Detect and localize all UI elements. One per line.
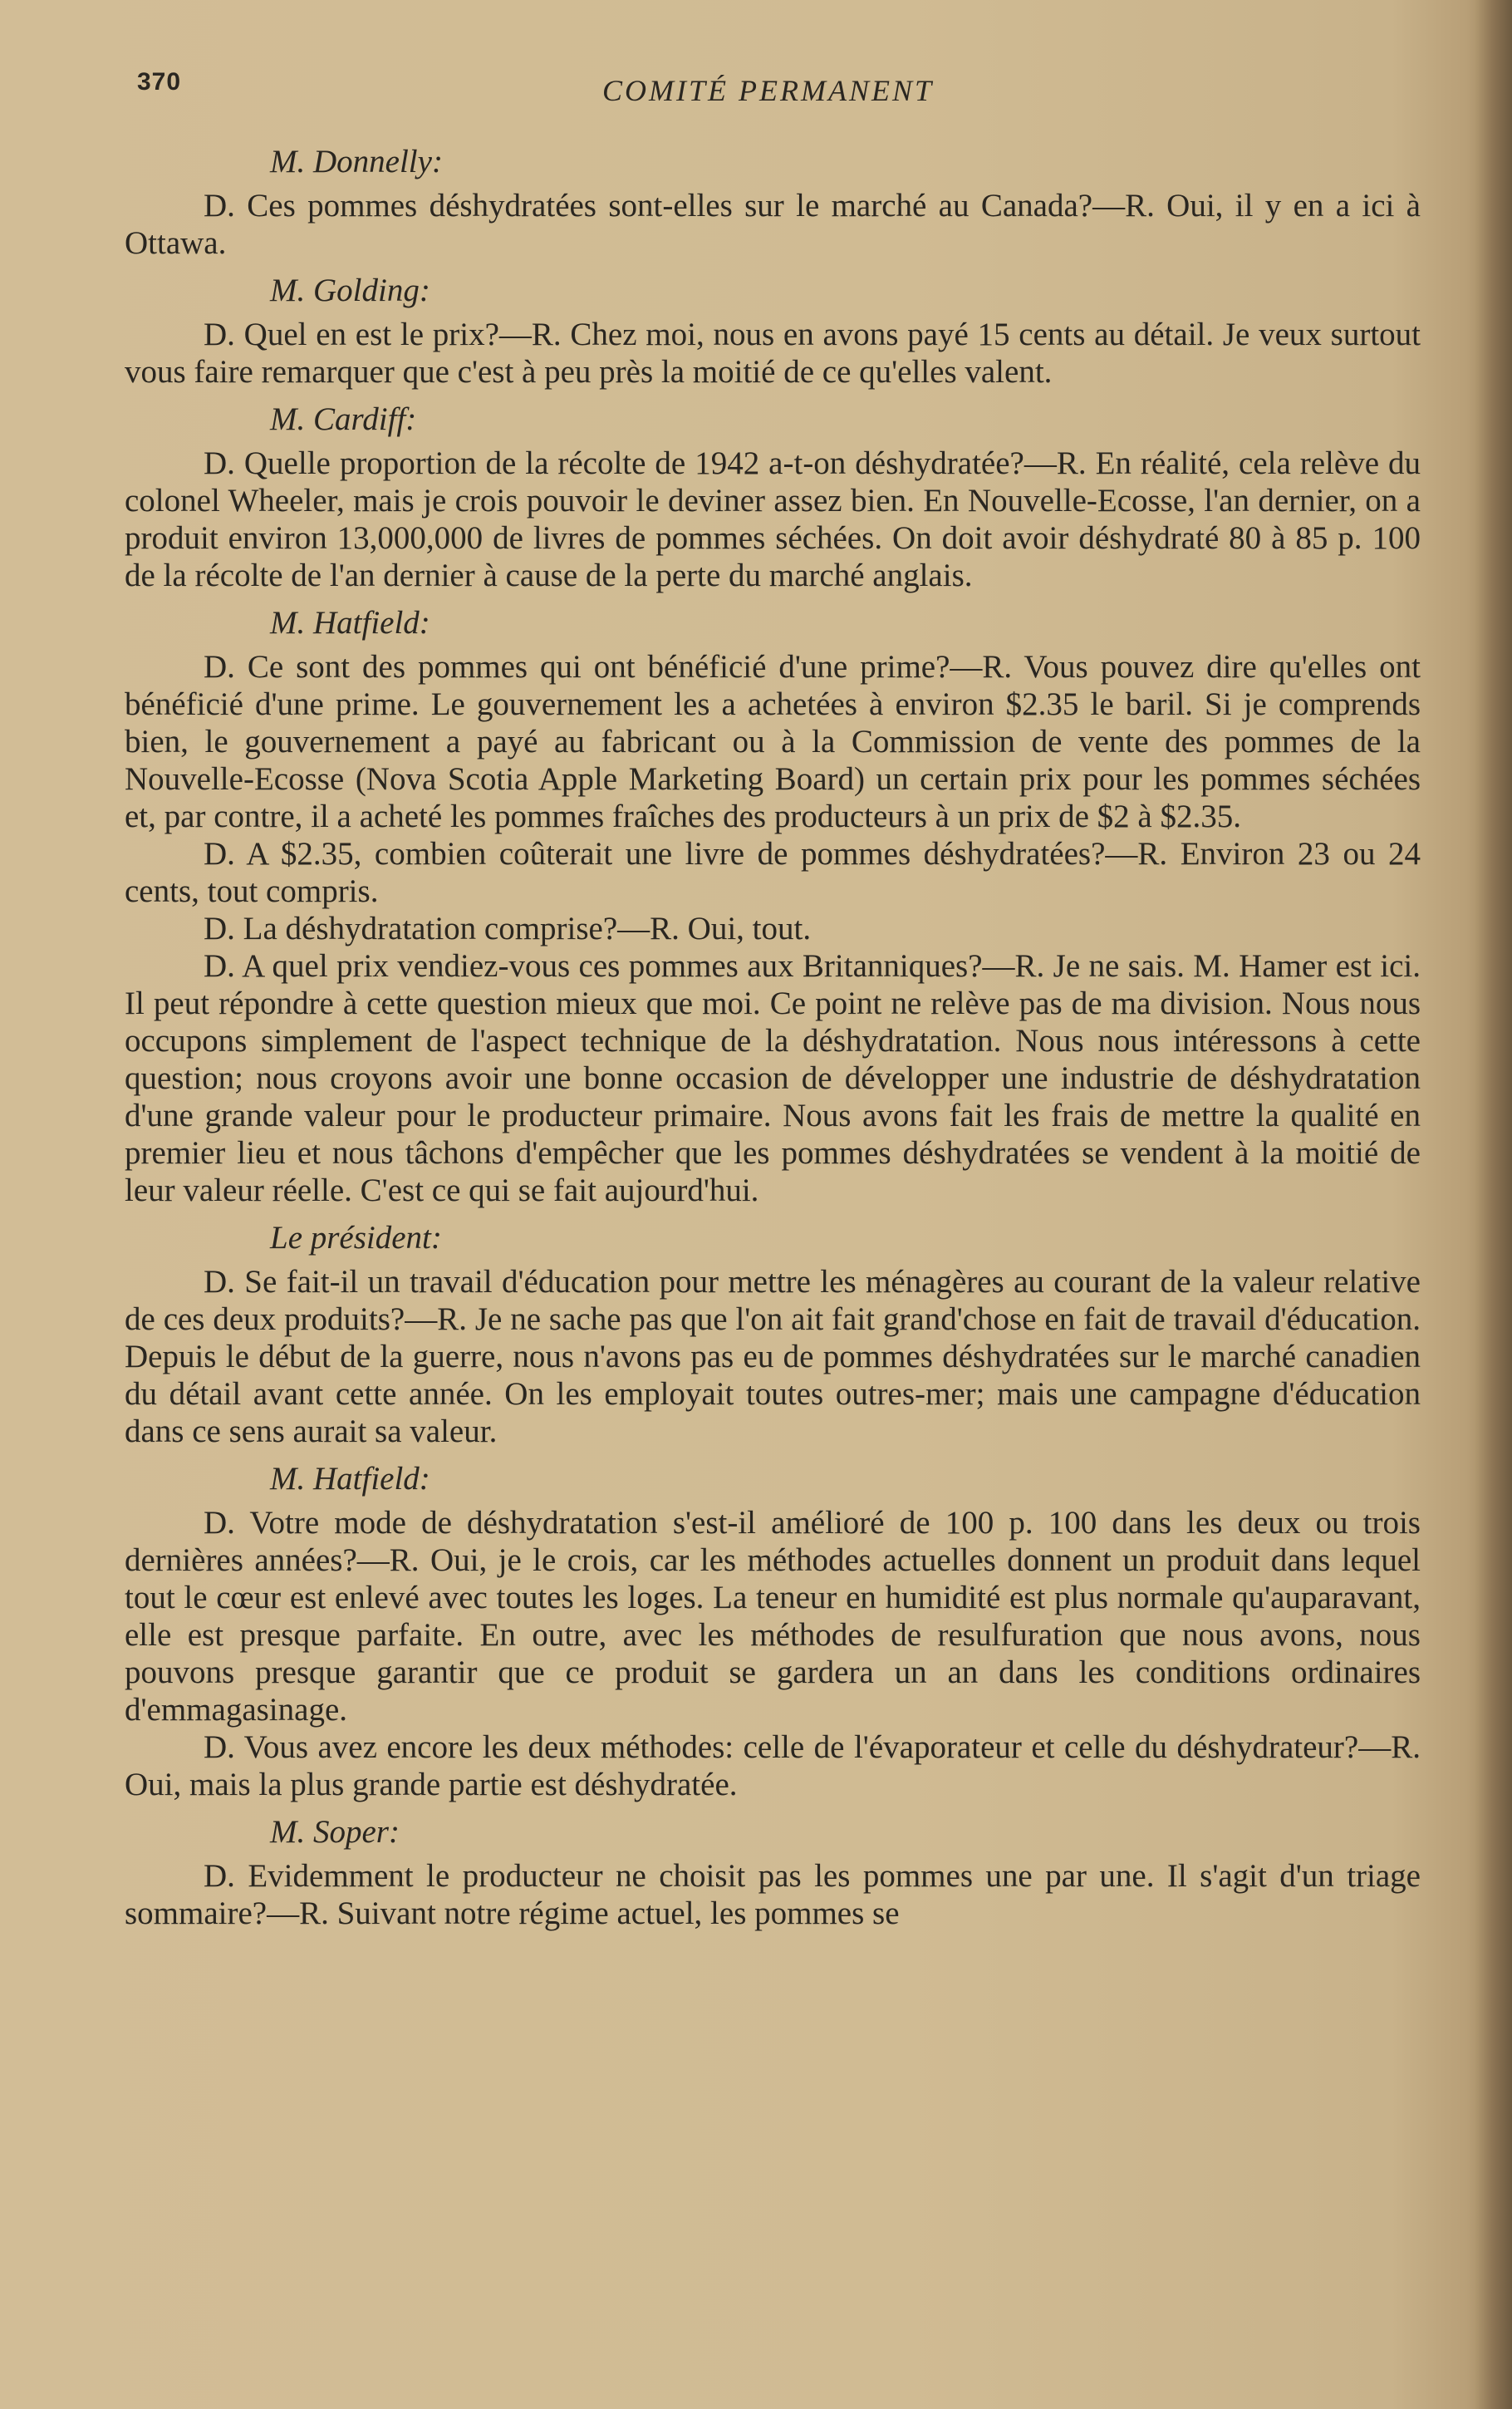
speaker-label: M. Hatfield: bbox=[270, 605, 430, 641]
paragraph: D. Quel en est le prix?—R. Chez moi, nous en avons payé 15 cents au détail. Je veux surtout vous faire remarquer que c'est à peu près la moitié de ce qu'elles valent. bbox=[125, 317, 1421, 390]
paragraph: D. Evidemment le producteur ne choisit pas les pommes une par une. Il s'agit d'un triage sommaire?—R. Suivant notre régime actuel, les pommes se bbox=[125, 1858, 1421, 1931]
speaker-label: M. Cardiff: bbox=[270, 401, 417, 437]
paragraph: D. A $2.35, combien coûterait une livre de pommes déshydratées?—R. Environ 23 ou 24 cents, tout compris. bbox=[125, 836, 1421, 909]
speaker-label: M. Golding: bbox=[270, 273, 430, 308]
paragraph: D. La déshydratation comprise?—R. Oui, tout. bbox=[204, 911, 812, 946]
speaker-label: M. Hatfield: bbox=[270, 1461, 430, 1497]
running-title: COMITÉ PERMANENT bbox=[602, 74, 934, 107]
paragraph: D. Vous avez encore les deux méthodes: celle de l'évaporateur et celle du déshydrateur?—R. Oui, mais la plus grande partie est déshydratée. bbox=[125, 1729, 1421, 1802]
speaker-label: M. Donnelly: bbox=[270, 144, 443, 179]
speaker-label: M. Soper: bbox=[270, 1814, 400, 1850]
speaker-label: Le président: bbox=[270, 1220, 442, 1256]
page-body bbox=[125, 133, 1421, 1932]
page-header bbox=[137, 68, 1416, 118]
book-spine-shadow bbox=[1474, 0, 1512, 2409]
paragraph: D. Quelle proportion de la récolte de 1942 a-t-on déshydratée?—R. En réalité, cela relève du colonel Wheeler, mais je crois pouvoir le deviner assez bien. En Nouvelle-Ecosse, l'an dernier, on a produit environ 13,000,000 de livres de pommes séchées. On doit avoir déshydraté 80 à 85 p. 100 de la récolte de l'an dernier à cause de la perte du marché anglais. bbox=[125, 445, 1421, 593]
paragraph: D. Se fait-il un travail d'éducation pour mettre les ménagères au courant de la valeur relative de ces deux produits?—R. Je ne sache pas que l'on ait fait grand'chose en fait de travail d'éducation. Depuis le début de la guerre, nous n'avons pas eu de pommes déshydratées sur le marché canadien du détail avant cette année. On les employait toutes outres-mer; mais une campagne d'éducation dans ce sens aurait sa valeur. bbox=[125, 1264, 1421, 1449]
paragraph: D. A quel prix vendiez-vous ces pommes aux Britanniques?—R. Je ne sais. M. Hamer est ici. Il peut répondre à cette question mieux que moi. Ce point ne relève pas de ma division. Nous nous occupons simplement de l'aspect technique de la déshydratation. Nous nous intéressons à cette question; nous croyons avoir une bonne occasion de développer une industrie de déshydratation d'une grande valeur pour le producteur primaire. Nous avons fait les frais de mettre la qualité en premier lieu et nous tâchons d'empêcher que les pommes déshydratées se vendent à la moitié de leur valeur réelle. C'est ce qui se fait aujourd'hui. bbox=[125, 948, 1421, 1208]
paragraph: D. Ces pommes déshydratées sont-elles sur le marché au Canada?—R. Oui, il y en a ici à Ottawa. bbox=[125, 188, 1421, 261]
paragraph: D. Votre mode de déshydratation s'est-il amélioré de 100 p. 100 dans les deux ou trois dernières années?—R. Oui, je le crois, car les méthodes actuelles donnent un produit dans lequel tout le cœur est enlevé avec toutes les loges. La teneur en humidité est plus normale qu'auparavant, elle est presque parfaite. En outre, avec les méthodes de resulfuration que nous avons, nous pouvons presque garantir que ce produit se gardera un an dans les conditions ordinaires d'emmagasinage. bbox=[125, 1505, 1421, 1728]
page-number: 370 bbox=[137, 68, 182, 96]
paragraph: D. Ce sont des pommes qui ont bénéficié d'une prime?—R. Vous pouvez dire qu'elles ont bénéficié d'une prime. Le gouvernement les a achetées à environ $2.35 le baril. Si je comprends bien, le gouvernement a payé au fabricant ou à la Commission de vente des pommes de la Nouvelle-Ecosse (Nova Scotia Apple Marketing Board) un certain prix pour les pommes séchées et, par contre, il a acheté les pommes fraîches des producteurs à un prix de $2 à $2.35. bbox=[125, 649, 1421, 834]
